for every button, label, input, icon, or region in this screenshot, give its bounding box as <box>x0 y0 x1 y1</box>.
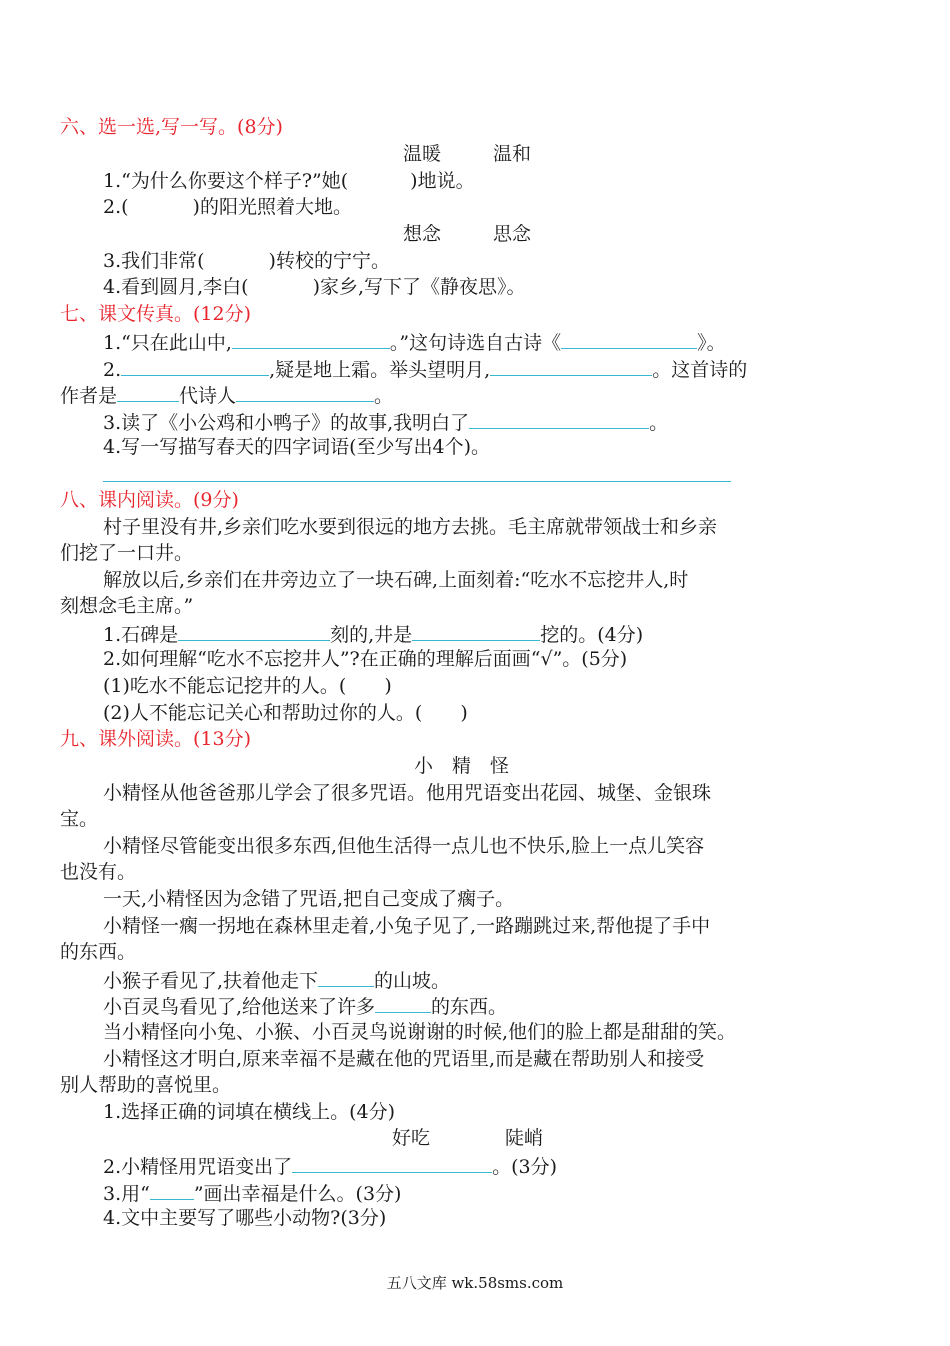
question-7-3: 3.读了《小公鸡和小鸭子》的故事,我明白了 。 <box>103 408 668 436</box>
word-option: 温暖 <box>403 143 442 165</box>
passage-line: 小精怪尽管能变出很多东西,但他生活得一点儿也不快乐,脸上一点儿笑容 <box>103 835 705 857</box>
answer-blank[interactable] <box>490 355 652 376</box>
passage-line: 村子里没有井,乡亲们吃水要到很远的地方去挑。毛主席就带领战士和乡亲 <box>103 516 718 538</box>
passage-line: 小精怪一瘸一拐地在森林里走着,小兔子见了,一路蹦跳过来,帮他提了手中 <box>103 915 711 937</box>
section-8-heading: 八、课内阅读。(9分) <box>60 489 239 511</box>
line-sample <box>150 1179 194 1200</box>
answer-blank[interactable] <box>318 966 374 987</box>
story-title: 小 精 怪 <box>414 755 510 777</box>
passage-line: 别人帮助的喜悦里。 <box>60 1074 232 1096</box>
passage-line: 小精怪从他爸爸那儿学会了很多咒语。他用咒语变出花园、城堡、金银珠 <box>103 782 712 804</box>
passage-line: 解放以后,乡亲们在井旁边立了一块石碑,上面刻着:“吃水不忘挖井人,时 <box>103 569 689 591</box>
question-6-1: 1.“为什么你要这个样子?”她( )地说。 <box>103 170 475 192</box>
answer-blank[interactable] <box>292 1152 492 1173</box>
answer-blank[interactable] <box>232 328 390 349</box>
section-6-heading: 六、选一选,写一写。(8分) <box>60 116 283 138</box>
section-9-heading: 九、课外阅读。(13分) <box>60 728 252 750</box>
question-9-2: 2.小精怪用咒语变出了 。(3分) <box>103 1152 557 1180</box>
word-option: 陡峭 <box>505 1127 544 1149</box>
passage-line: 当小精怪向小兔、小猴、小百灵鸟说谢谢的时候,他们的脸上都是甜甜的笑。 <box>103 1021 737 1043</box>
option-8-2-1[interactable]: (1)吃水不能忘记挖井的人。( ) <box>103 675 392 697</box>
answer-blank[interactable] <box>469 408 649 429</box>
footer-watermark: 五八文库 wk.58sms.com <box>386 1274 564 1292</box>
passage-line: 小百灵鸟看见了,给他送来了许多 的东西。 <box>103 992 507 1020</box>
question-8-1: 1.石碑是 刻的,井是 挖的。(4分) <box>103 620 643 648</box>
answer-blank[interactable] <box>561 328 697 349</box>
word-option: 温和 <box>493 143 532 165</box>
answer-line[interactable] <box>103 481 731 482</box>
passage-line: 刻想念毛主席。” <box>60 595 194 617</box>
passage-line: 一天,小精怪因为念错了咒语,把自己变成了瘸子。 <box>103 888 515 910</box>
section-7-heading: 七、课文传真。(12分) <box>60 303 252 325</box>
question-7-2: 2. ,疑是地上霜。举头望明月, 。这首诗的 <box>103 355 747 383</box>
passage-line: 小猴子看见了,扶着他走下 的山坡。 <box>103 966 450 994</box>
question-6-2: 2.( )的阳光照着大地。 <box>103 196 352 218</box>
option-8-2-2[interactable]: (2)人不能忘记关心和帮助过你的人。( ) <box>103 702 468 724</box>
question-9-3: 3.用“ ”画出幸福是什么。(3分) <box>103 1179 401 1207</box>
question-7-1: 1.“只在此山中, 。”这句诗选自古诗《 》。 <box>103 328 726 356</box>
question-8-2: 2.如何理解“吃水不忘挖井人”?在正确的理解后面画“√”。(5分) <box>103 648 628 670</box>
question-6-3: 3.我们非常( )转校的宁宁。 <box>103 250 390 272</box>
question-6-4: 4.看到圆月,李白( )家乡,写下了《静夜思》。 <box>103 276 526 298</box>
word-option: 好吃 <box>392 1127 431 1149</box>
passage-line: 的东西。 <box>60 941 137 963</box>
passage-line: 也没有。 <box>60 861 137 883</box>
word-option: 思念 <box>493 223 532 245</box>
word-option: 想念 <box>403 223 442 245</box>
answer-blank[interactable] <box>121 355 269 376</box>
answer-blank[interactable] <box>412 620 540 641</box>
answer-blank[interactable] <box>375 992 431 1013</box>
passage-line: 们挖了一口井。 <box>60 542 194 564</box>
passage-line: 宝。 <box>60 808 99 830</box>
question-7-4: 4.写一写描写春天的四字词语(至少写出4个)。 <box>103 436 491 458</box>
answer-blank[interactable] <box>236 381 374 402</box>
passage-line: 小精怪这才明白,原来幸福不是藏在他的咒语里,而是藏在帮助别人和接受 <box>103 1048 705 1070</box>
answer-blank[interactable] <box>117 381 179 402</box>
question-9-4: 4.文中主要写了哪些小动物?(3分) <box>103 1207 387 1229</box>
question-7-2-cont: 作者是 代诗人 。 <box>60 381 393 409</box>
answer-blank[interactable] <box>178 620 330 641</box>
question-9-1: 1.选择正确的词填在横线上。(4分) <box>103 1101 396 1123</box>
